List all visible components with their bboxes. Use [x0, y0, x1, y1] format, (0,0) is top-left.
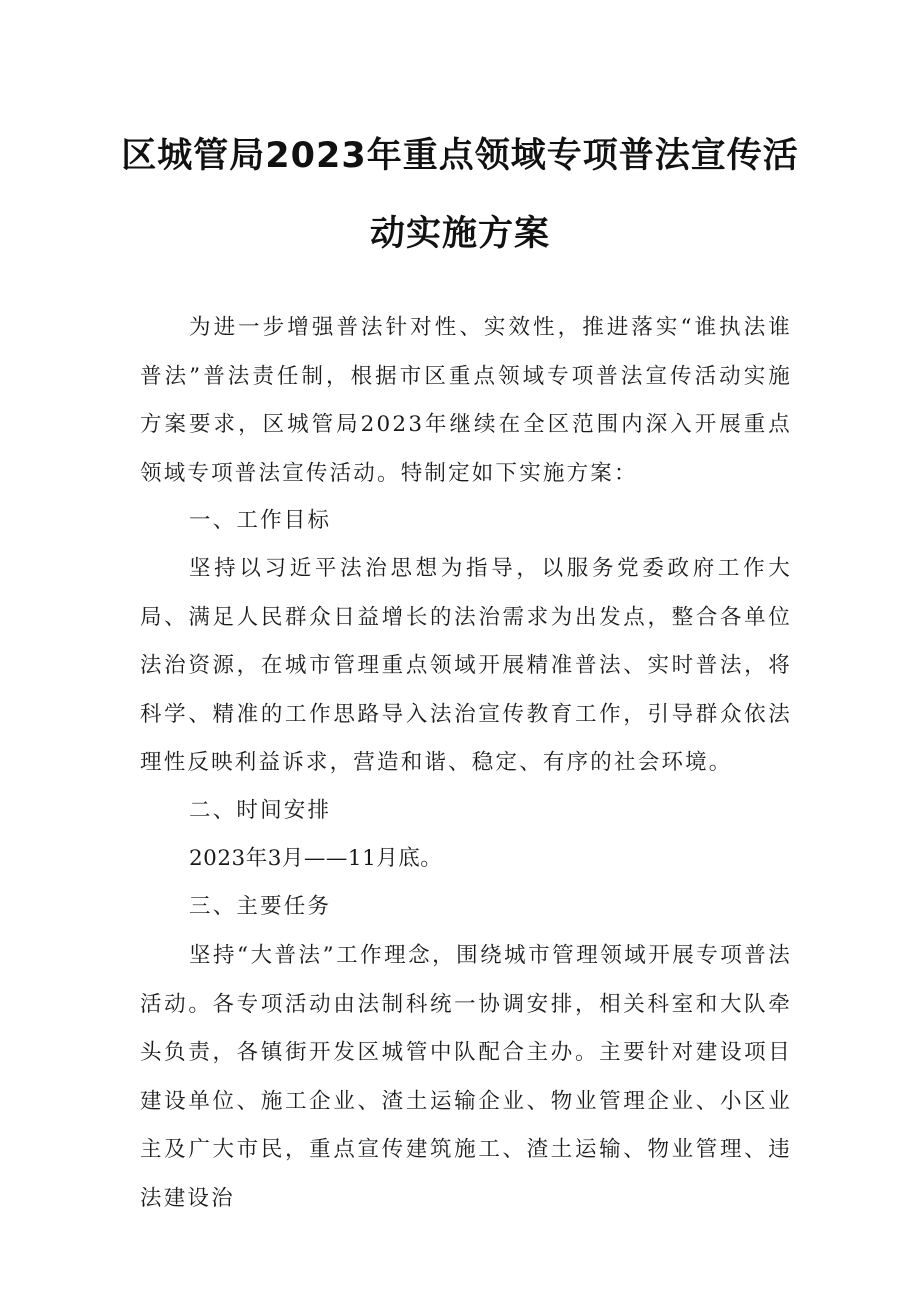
section-1-heading: 一、工作目标	[189, 508, 332, 533]
section-2-paragraph: 2023年3月——11月底。	[189, 846, 443, 871]
section-3-paragraph: 坚持“大普法”工作理念，围绕城市管理领域开展专项普法活动。各专项活动由法制科统一协调安排，相关科室和大队牵头负责，各镇街开发区城管中队配合主办。主要针对建设项目建设单位、施工企业、渣土运输企业、物业管理企业、小区业主及广大市民，重点宣传建筑施工、渣土运输、物业管理、违法建设治	[140, 943, 792, 1211]
section-2-heading: 二、时间安排	[189, 798, 332, 823]
section-3-heading: 三、主要任务	[189, 894, 332, 919]
document-title-line-1: 区城管局2023年重点领域专项普法宣传活	[121, 136, 799, 176]
section-1-paragraph: 坚持以习近平法治思想为指导，以服务党委政府工作大局、满足人民群众日益增长的法治需求为出发点，整合各单位法治资源，在城市管理重点领域开展精准普法、实时普法，将科学、精准的工作思路导入法治宣传教育工作，引导群众依法理性反映利益诉求，营造和谐、稳定、有序的社会环境。	[140, 556, 792, 775]
intro-paragraph: 为进一步增强普法针对性、实效性，推进落实“谁执法谁普法”普法责任制，根据市区重点领域专项普法宣传活动实施方案要求，区城管局2023年继续在全区范围内深入开展重点领域专项普法宣传活动。特制定如下实施方案：	[140, 315, 792, 486]
document-title-line-2: 动实施方案	[369, 214, 550, 254]
